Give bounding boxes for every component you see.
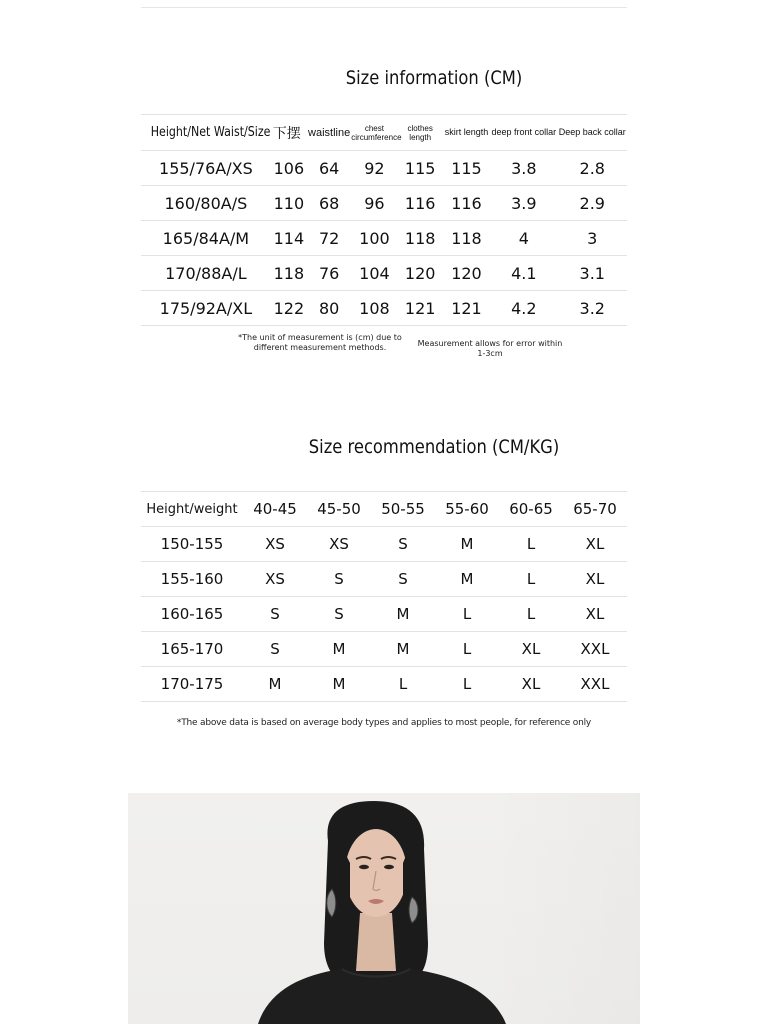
table-cell: 120: [443, 256, 490, 291]
header-deep-back-collar: Deep back collar: [558, 115, 627, 151]
table-row: [141, 667, 627, 702]
table-cell: 155-160: [141, 562, 243, 597]
size-recommendation-note: *The above data is based on average body types and applies to most people, for reference only: [176, 718, 592, 728]
header-weight-range: 40-45: [243, 492, 307, 527]
table-cell: 118: [398, 221, 443, 256]
table-cell: 72: [307, 221, 351, 256]
table-cell: M: [435, 562, 499, 597]
table-cell: L: [435, 632, 499, 667]
table-cell: 121: [443, 291, 490, 326]
table-cell: S: [307, 562, 371, 597]
table-cell: S: [243, 597, 307, 632]
table-cell: 118: [271, 256, 307, 291]
table-cell: XL: [563, 562, 627, 597]
table-cell: L: [371, 667, 435, 702]
size-info-header-row: [141, 115, 627, 151]
table-row: [141, 562, 627, 597]
table-row: [141, 291, 627, 326]
table-row: [141, 151, 627, 186]
table-cell: 92: [351, 151, 397, 186]
measurement-error-note: Measurement allows for error within 1-3cm: [417, 339, 563, 358]
table-cell: 160/80A/S: [141, 186, 271, 221]
size-rec-header-row: [141, 492, 627, 527]
table-cell: 2.9: [558, 186, 627, 221]
table-cell: 68: [307, 186, 351, 221]
size-info-table: [141, 114, 627, 326]
table-cell: 3.2: [558, 291, 627, 326]
table-cell: 115: [443, 151, 490, 186]
table-cell: XXL: [563, 667, 627, 702]
measurement-unit-note: *The unit of measurement is (cm) due to different measurement methods.: [238, 333, 402, 352]
header-waistline: waistline: [307, 115, 351, 151]
table-cell: 104: [351, 256, 397, 291]
table-cell: 116: [398, 186, 443, 221]
table-cell: XL: [499, 632, 563, 667]
table-cell: 121: [398, 291, 443, 326]
header-clothes-length: clothes length: [398, 115, 443, 151]
table-cell: 110: [271, 186, 307, 221]
table-cell: XS: [243, 527, 307, 562]
top-divider: [141, 7, 627, 8]
table-cell: M: [371, 632, 435, 667]
header-skirt-length: skirt length: [443, 115, 490, 151]
header-weight-range: 45-50: [307, 492, 371, 527]
table-cell: S: [307, 597, 371, 632]
table-cell: 3: [558, 221, 627, 256]
table-cell: M: [307, 632, 371, 667]
header-height-weight: Height/weight: [141, 492, 243, 527]
table-cell: 114: [271, 221, 307, 256]
table-cell: S: [371, 562, 435, 597]
table-cell: 2.8: [558, 151, 627, 186]
table-cell: M: [435, 527, 499, 562]
table-cell: M: [307, 667, 371, 702]
header-hem: 下摆: [271, 115, 307, 151]
header-height-waist-size: Height/Net Waist/Size: [151, 115, 261, 151]
table-cell: 100: [351, 221, 397, 256]
table-cell: 115: [398, 151, 443, 186]
table-cell: 96: [351, 186, 397, 221]
table-cell: 120: [398, 256, 443, 291]
table-cell: 3.9: [490, 186, 557, 221]
table-cell: XS: [243, 562, 307, 597]
table-cell: XL: [563, 527, 627, 562]
size-recommendation-table: [141, 491, 627, 702]
table-cell: L: [499, 527, 563, 562]
table-row: [141, 256, 627, 291]
table-cell: XS: [307, 527, 371, 562]
table-cell: L: [435, 597, 499, 632]
table-cell: 80: [307, 291, 351, 326]
table-cell: 170/88A/L: [141, 256, 271, 291]
table-cell: S: [371, 527, 435, 562]
table-cell: 165-170: [141, 632, 243, 667]
table-cell: L: [499, 562, 563, 597]
table-row: [141, 632, 627, 667]
size-recommendation-title: Size recommendation (CM/KG): [308, 436, 560, 458]
table-cell: 118: [443, 221, 490, 256]
table-cell: M: [371, 597, 435, 632]
header-weight-range: 50-55: [371, 492, 435, 527]
header-deep-front-collar: deep front collar: [490, 115, 557, 151]
table-cell: 3.8: [490, 151, 557, 186]
photo-backdrop: [128, 793, 640, 1024]
table-cell: 155/76A/XS: [141, 151, 271, 186]
table-cell: 122: [271, 291, 307, 326]
table-cell: 116: [443, 186, 490, 221]
table-cell: M: [243, 667, 307, 702]
table-cell: 4.1: [490, 256, 557, 291]
table-cell: 150-155: [141, 527, 243, 562]
table-cell: 76: [307, 256, 351, 291]
size-info-title: Size information (CM): [345, 67, 523, 89]
table-cell: L: [499, 597, 563, 632]
table-cell: 165/84A/M: [141, 221, 271, 256]
table-row: [141, 527, 627, 562]
table-cell: XL: [563, 597, 627, 632]
table-cell: 4.2: [490, 291, 557, 326]
table-cell: 170-175: [141, 667, 243, 702]
table-cell: XL: [499, 667, 563, 702]
model-photo: [128, 793, 640, 1024]
table-cell: 160-165: [141, 597, 243, 632]
table-row: [141, 186, 627, 221]
table-cell: L: [435, 667, 499, 702]
header-weight-range: 60-65: [499, 492, 563, 527]
table-cell: 175/92A/XL: [141, 291, 271, 326]
table-cell: 64: [307, 151, 351, 186]
table-row: [141, 221, 627, 256]
table-cell: XXL: [563, 632, 627, 667]
table-cell: S: [243, 632, 307, 667]
header-weight-range: 55-60: [435, 492, 499, 527]
header-chest-circumference: chest circumference: [351, 115, 397, 151]
header-weight-range: 65-70: [563, 492, 627, 527]
table-cell: 106: [271, 151, 307, 186]
table-cell: 3.1: [558, 256, 627, 291]
table-cell: 4: [490, 221, 557, 256]
table-row: [141, 597, 627, 632]
table-cell: 108: [351, 291, 397, 326]
